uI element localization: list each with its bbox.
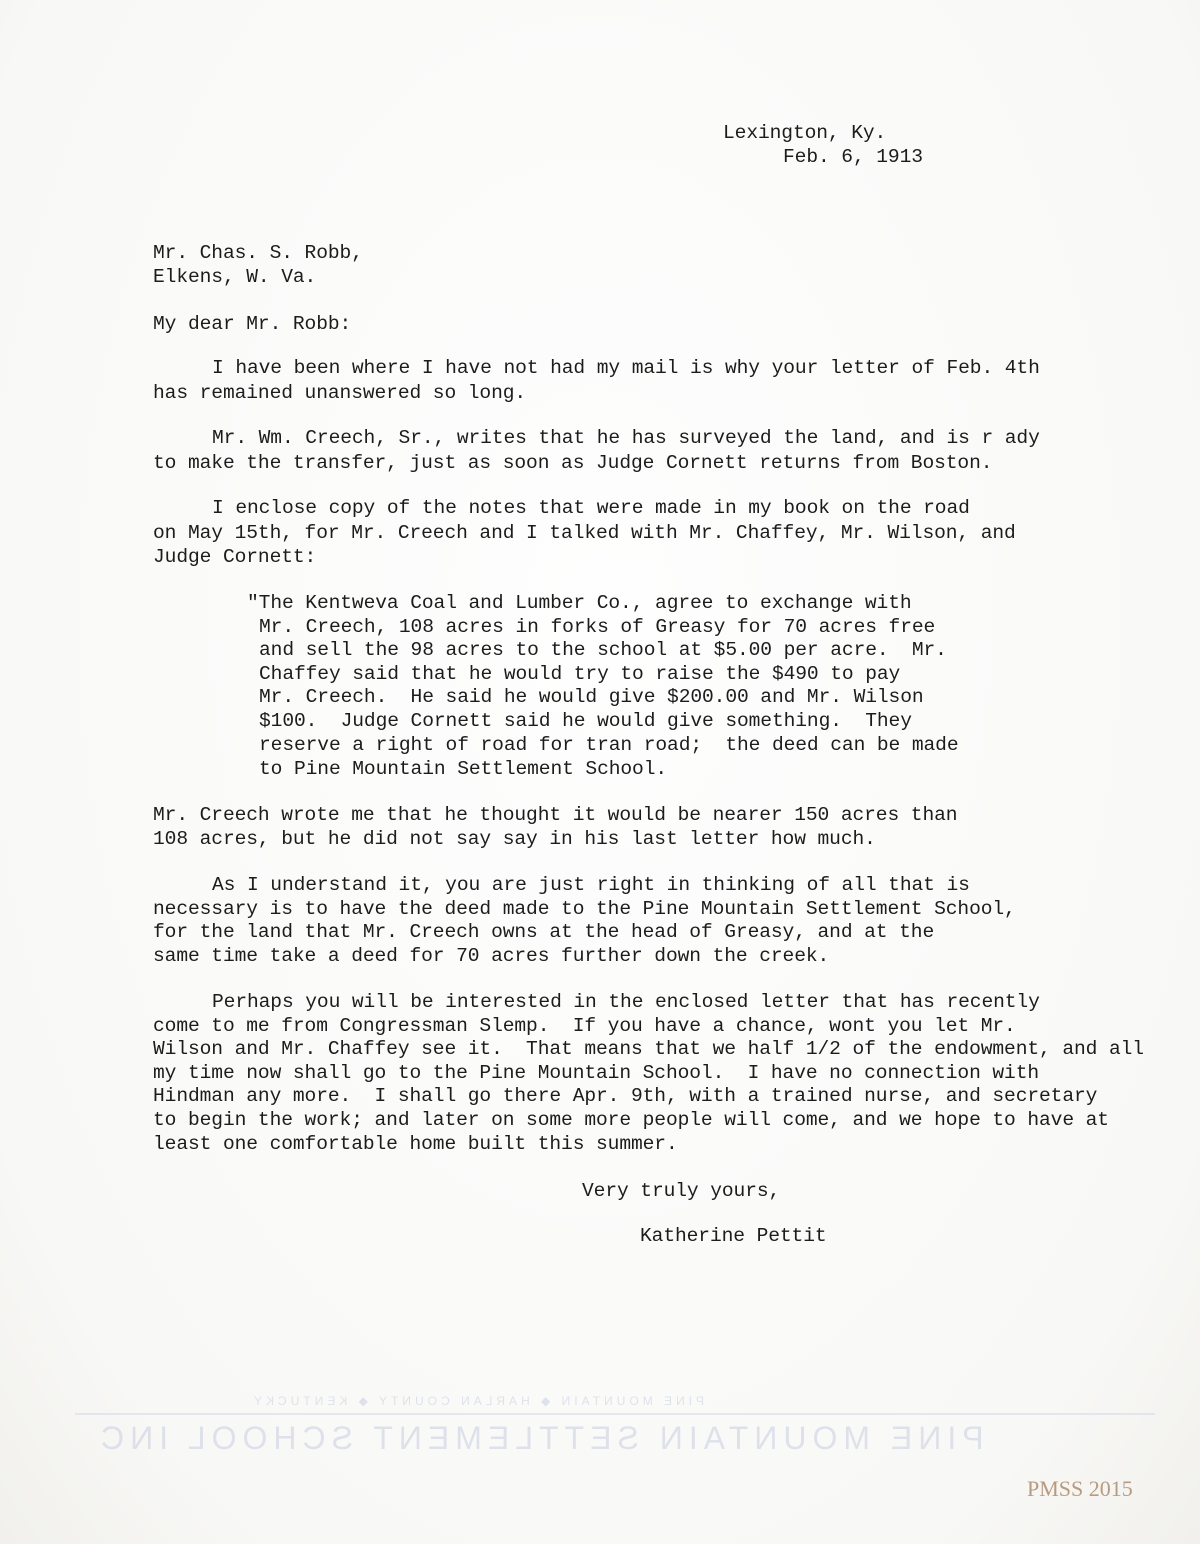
letter-place: Lexington, Ky. xyxy=(723,122,887,144)
para2-line: to make the transfer, just as soon as Judge Cornett returns from Boston. xyxy=(153,452,993,474)
para4-line: 108 acres, but he did not say say in his last letter how much. xyxy=(153,828,876,850)
para5-line: necessary is to have the deed made to the Pine Mountain Settlement School, xyxy=(153,898,1016,920)
letterhead-rule xyxy=(75,1413,1155,1415)
para6-line: Hindman any more. I shall go there Apr. 9th, with a trained nurse, and secretary xyxy=(153,1085,1098,1107)
para3-line: I enclose copy of the notes that were made in my book on the road xyxy=(212,497,970,519)
quote-line: Chaffey said that he would try to raise the $490 to pay xyxy=(259,663,901,685)
para6-line: my time now shall go to the Pine Mountain School. I have no connection with xyxy=(153,1062,1040,1084)
para3-line: on May 15th, for Mr. Creech and I talked with Mr. Chaffey, Mr. Wilson, and xyxy=(153,522,1016,544)
quote-line: Mr. Creech. He said he would give $200.00 and Mr. Wilson xyxy=(259,686,924,708)
para1-line: I have been where I have not had my mail is why your letter of Feb. 4th xyxy=(212,357,1040,379)
para6-line: least one comfortable home built this summer. xyxy=(153,1133,678,1155)
para5-line: for the land that Mr. Creech owns at the head of Greasy, and at the xyxy=(153,921,935,943)
para4-line: Mr. Creech wrote me that he thought it would be nearer 150 acres than xyxy=(153,804,958,826)
quote-line: to Pine Mountain Settlement School. xyxy=(259,758,668,780)
recipient-name: Mr. Chas. S. Robb, xyxy=(153,242,363,264)
letterhead-subtitle-bleed: PINE MOUNTAIN ◆ HARLAN COUNTY ◆ KENTUCKY xyxy=(250,1394,705,1408)
para1-line: has remained unanswered so long. xyxy=(153,382,527,404)
para5-line: As I understand it, you are just right in thinking of all that is xyxy=(212,874,970,896)
para6-line: to begin the work; and later on some more people will come, and we hope to have at xyxy=(153,1109,1109,1131)
para2-line: Mr. Wm. Creech, Sr., writes that he has surveyed the land, and is r ady xyxy=(212,427,1040,449)
para6-line: Perhaps you will be interested in the enclosed letter that has recently xyxy=(212,991,1040,1013)
quote-line: $100. Judge Cornett said he would give something. They xyxy=(259,710,912,732)
para6-line: Wilson and Mr. Chaffey see it. That means that we half 1/2 of the endowment, and all xyxy=(153,1038,1144,1060)
letter-date: Feb. 6, 1913 xyxy=(783,146,923,168)
para3-line: Judge Cornett: xyxy=(153,546,317,568)
recipient-address: Elkens, W. Va. xyxy=(153,266,317,288)
signature: Katherine Pettit xyxy=(640,1225,827,1247)
quote-line: and sell the 98 acres to the school at $5.00 per acre. Mr. xyxy=(259,639,947,661)
closing: Very truly yours, xyxy=(582,1180,781,1202)
letterhead-bleed: PINE MOUNTAIN SETTLEMENT SCHOOL INC xyxy=(95,1420,984,1456)
quote-line: "The Kentweva Coal and Lumber Co., agree to exchange with xyxy=(247,592,912,614)
para6-line: come to me from Congressman Slemp. If you have a chance, wont you let Mr. xyxy=(153,1015,1016,1037)
salutation: My dear Mr. Robb: xyxy=(153,313,352,335)
quote-line: Mr. Creech, 108 acres in forks of Greasy for 70 acres free xyxy=(259,616,936,638)
quote-line: reserve a right of road for tran road; the deed can be made xyxy=(259,734,959,756)
para5-line: same time take a deed for 70 acres further down the creek. xyxy=(153,945,830,967)
archive-stamp: PMSS 2015 xyxy=(1027,1476,1133,1501)
